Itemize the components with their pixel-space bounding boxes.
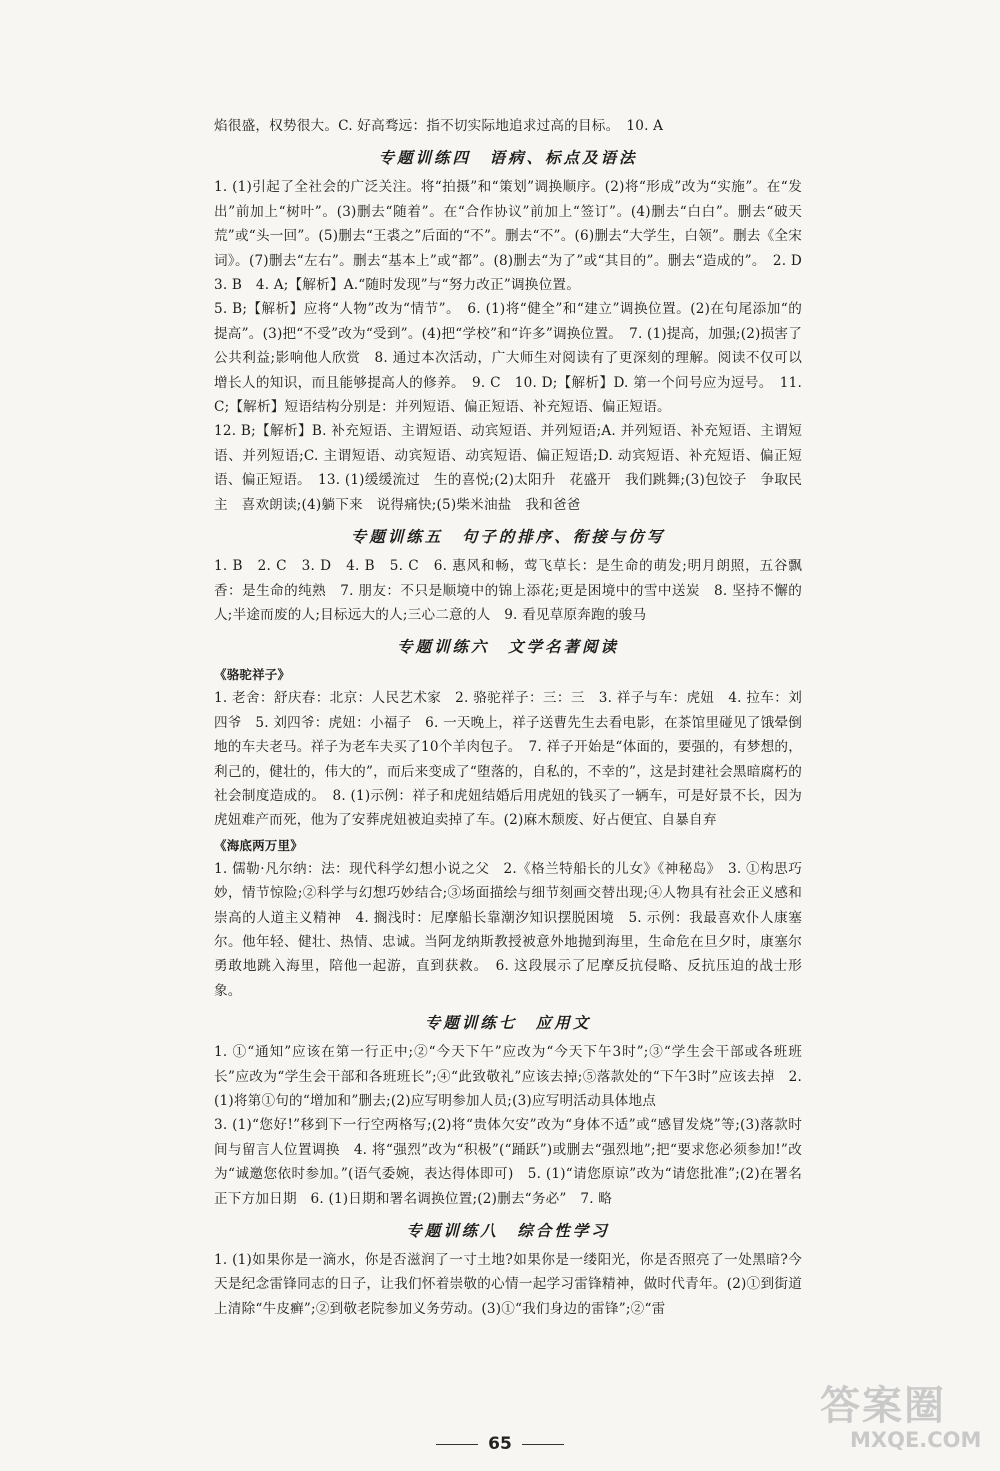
page-number-dash-right bbox=[522, 1444, 564, 1445]
section-8-paragraph: 1. (1)如果你是一滴水，你是否滋润了一寸土地?如果你是一缕阳光，你是否照亮了一处黑暗?今天是纪念雷锋同志的日子，让我们怀着崇敬的心情一起学习雷锋精神，做时代青年。(2)①到街道上清除“牛皮癣”;②到敬老院参加义务劳动。(3)①“我们身边的雷锋”;②“雷 bbox=[214, 1252, 802, 1317]
section-title-6: 专题训练六 文学名著阅读 bbox=[396, 638, 619, 657]
watermark-en: MXQE.COM bbox=[850, 1428, 982, 1452]
section-5-paragraph: 1. B 2. C 3. D 4. B 5. C 6. 惠风和畅，莺飞草长：是生命的萌发;明月朗照，五谷飘香：是生命的纯熟 7. 朋友：不只是顺境中的锦上添花;更是困境中的雪中送炭 8. 坚持不懈的人;半途而废的人;目标远大的人;三心二意的人 9. 看见草原奔跑的骏马 bbox=[214, 558, 802, 623]
section-4-paragraph: 5. B;【解析】应将“人物”改为“情节”。 6. (1)将“健全”和“建立”调换位置。(2)在句尾添加“的提高”。(3)把“不受”改为“受到”。(4)把“学校”和“许多”调换位置。 7. (1)提高，加强;(2)损害了公共利益;影响他人欣赏 8. 通过本次活动，广大师生对阅读有了更深刻的理解。阅读不仅可以增长人的知识，而且能够提高人的修养。 9. C 10. D;【解析】D. 第一个问号应为逗号。 11. C;【解析】短语结构分别是：并列短语、偏正短语、补充短语、偏正短语。 bbox=[214, 301, 802, 416]
page-number-text: 65 bbox=[488, 1434, 512, 1454]
book-title-camel-xiangzi: 《骆驼祥子》 bbox=[214, 667, 291, 683]
section-title-5: 专题训练五 句子的排序、衔接与仿写 bbox=[350, 528, 666, 547]
book-answers: 1. 老舍：舒庆春：北京：人民艺术家 2. 骆驼祥子：三：三 3. 祥子与车：虎妞 4. 拉车：刘四爷 5. 刘四爷：虎妞：小福子 6. 一天晚上，祥子送曹先生去看电影，在茶馆里碰见了饿晕倒地的车夫老马。祥子为老车夫买了10个羊肉包子。 7. 祥子开始是“体面的，要强的，有梦想的，利己的，健壮的，伟大的”，而后来变成了“堕落的，自私的，不幸的”，这是封建社会黑暗腐朽的社会制度造成的。 8. (1)示例：祥子和虎妞结婚后用虎妞的钱买了一辆车，可是好景不长，因为虎妞难产而死，他为了安葬虎妞被迫卖掉了车。(2)麻木颓废、好占便宜、自暴自弃 bbox=[214, 690, 802, 829]
answer-page bbox=[214, 114, 816, 1321]
section-4-paragraph: 1. (1)引起了全社会的广泛关注。将“拍摄”和“策划”调换顺序。(2)将“形成”改为“实施”。在“发出”前加上“树叶”。(3)删去“随着”。在“合作协议”前加上“签订”。(4)删去“白白”。删去“破天荒”或“头一回”。(5)删去“王裘之”后面的“不”。删去“不”。(6)删去“大学生，白领”。删去《全宋词》。(7)删去“左右”。删去“基本上”或“都”。(8)删去“为了”或“其目的”。删去“造成的”。 2. D 3. B 4. A;【解析】A.“随时发现”与“努力改正”调换位置。 bbox=[214, 179, 816, 294]
page-number-dash-left bbox=[436, 1444, 478, 1445]
watermark-logo bbox=[820, 1384, 990, 1464]
section-title-4: 专题训练四 语病、标点及语法 bbox=[378, 149, 638, 168]
book-title-twenty-thousand-leagues: 《海底两万里》 bbox=[214, 837, 303, 853]
watermark-cn: 答案圈 bbox=[820, 1383, 946, 1429]
section-4-paragraph: 12. B;【解析】B. 补充短语、主谓短语、动宾短语、并列短语;A. 并列短语、补充短语、主谓短语、并列短语;C. 主谓短语、动宾短语、动宾短语、偏正短语;D. 动宾短语、补充短语、偏正短语、偏正短语。 13. (1)缓缓流过 生的喜悦;(2)太阳升 花盛开 我们跳舞;(3)包饺子 争取民主 喜欢朗读;(4)躺下来 说得痛快;(5)柴米油盐 我和爸爸 bbox=[214, 423, 802, 513]
book-answers: 1. 儒勒·凡尔纳：法：现代科学幻想小说之父 2.《格兰特船长的儿女》《神秘岛》 3. ①构思巧妙，情节惊险;②科学与幻想巧妙结合;③场面描绘与细节刻画交替出现;④人物具有社会正义感和崇高的人道主义精神 4. 搁浅时：尼摩船长靠潮汐知识摆脱困境 5. 示例：我最喜欢仆人康塞尔。他年轻、健壮、热情、忠诚。当阿龙纳斯教授被意外地抛到海里，生命危在旦夕时，康塞尔勇敢地跳入海里，陪他一起游，直到获救。 6. 这段展示了尼摩反抗侵略、反抗压迫的战士形象。 bbox=[214, 860, 802, 999]
section-title-8: 专题训练八 综合性学习 bbox=[406, 1222, 610, 1241]
section-title-7: 专题训练七 应用文 bbox=[424, 1014, 592, 1033]
section-7-paragraph: 1. ①“通知”应该在第一行正中;②“今天下午”应改为“今天下午3时”;③“学生会干部或各班班长”应改为“学生会干部和各班班长”;④“此致敬礼”应该去掉;⑤落款处的“下午3时”应该去掉 2. (1)将第①句的“增加和”删去;(2)应写明参加人员;(3)应写明活动具体地点 bbox=[214, 1044, 802, 1109]
intro-text: 焰很盛，权势很大。C. 好高骛远：指不切实际地追求过高的目标。 10. A bbox=[214, 118, 664, 134]
section-7-paragraph: 3. (1)“您好!”移到下一行空两格写;(2)将“贵体欠安”改为“身体不适”或“感冒发烧”等;(3)落款时间与留言人位置调换 4. 将“强烈”改为“积极”(“踊跃”)或删去“强烈地”;把“要求您必须参加!”改为“诚邀您依时参加。”(语气委婉，表达得体即可) 5. (1)“请您原谅”改为“请您批准”;(2)在署名正下方加日期 6. (1)日期和署名调换位置;(2)删去“务必” 7. 略 bbox=[214, 1117, 802, 1207]
